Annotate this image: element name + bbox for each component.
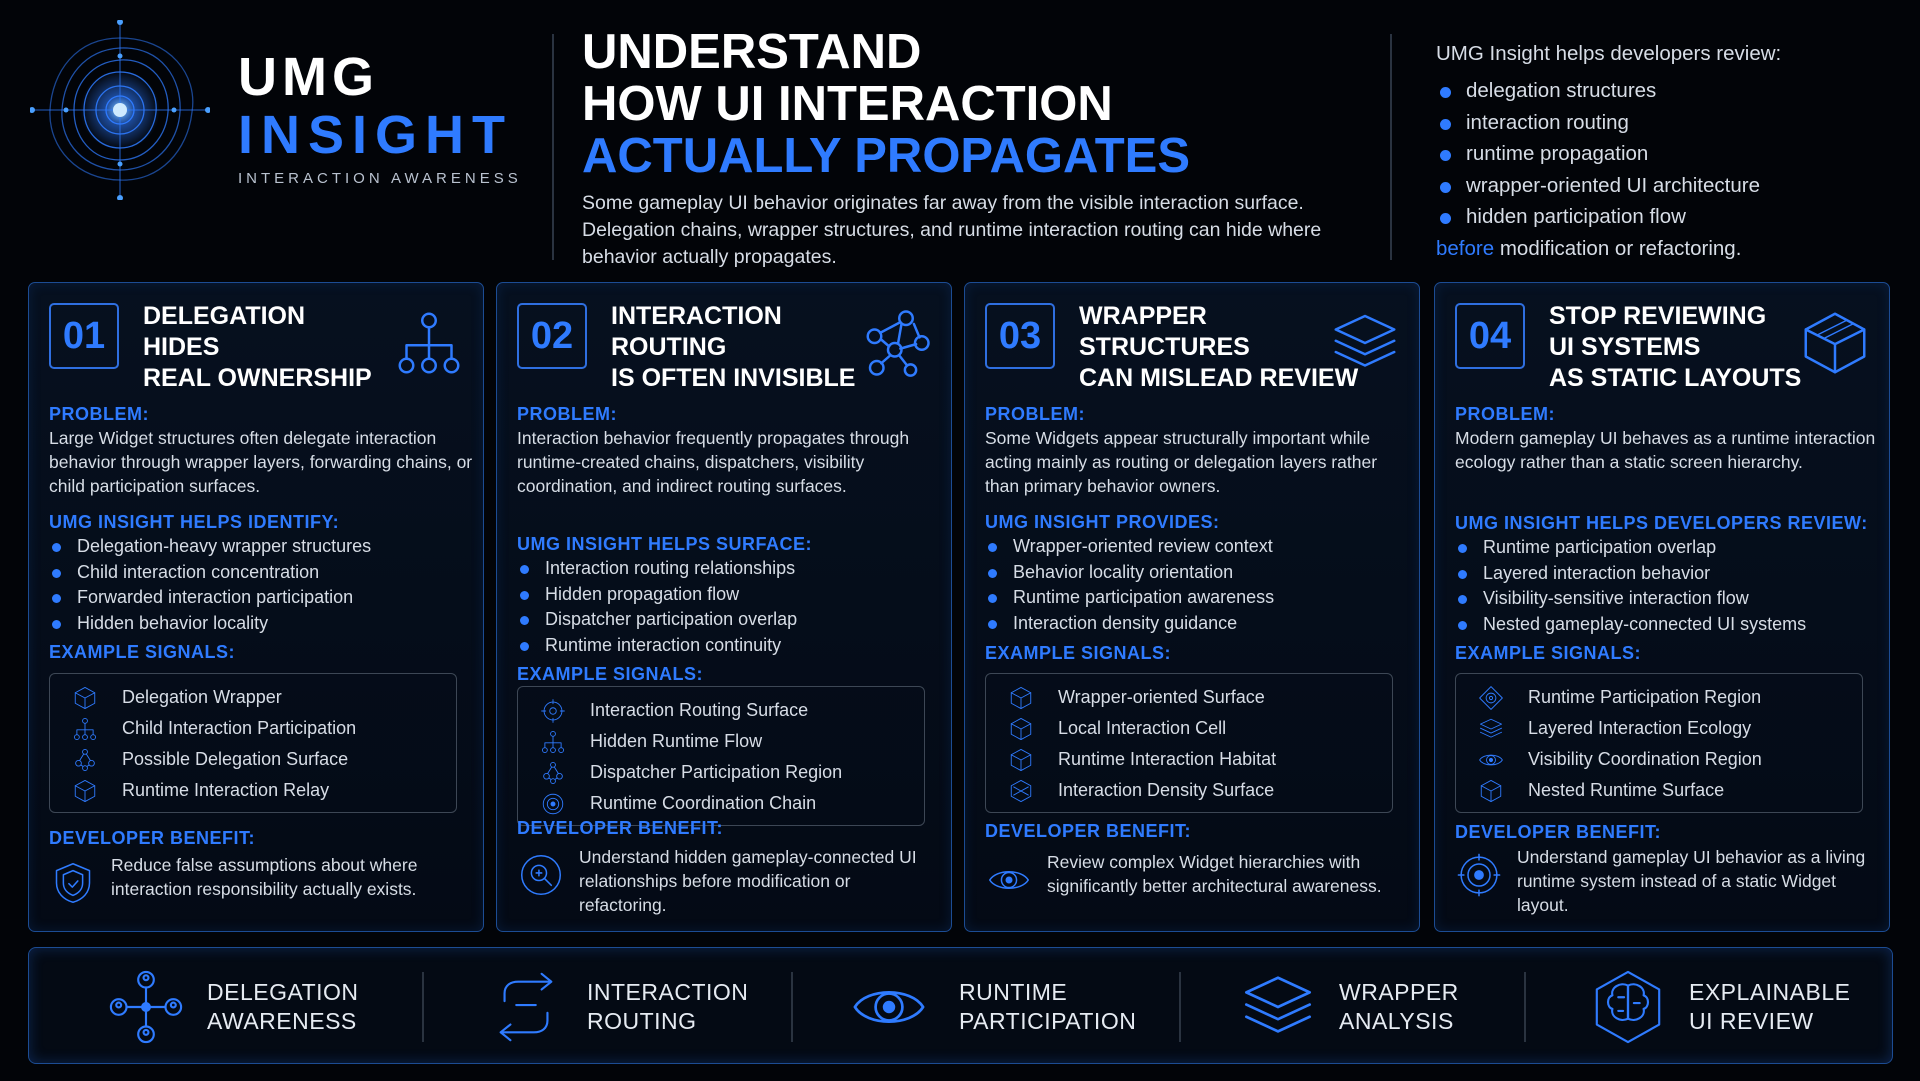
signal-row (1006, 744, 1392, 775)
benefit-section (49, 826, 473, 850)
card-number: 02 (517, 303, 587, 369)
signals-box (1455, 673, 1863, 813)
card-title-line: STRUCTURES (1079, 333, 1250, 361)
brand-tagline: INTERACTION AWARENESS (238, 170, 522, 187)
list-item: Hidden behavior locality (49, 611, 473, 637)
list-item: Visibility-sensitive interaction flow (1455, 586, 1879, 612)
signal-text: Runtime Coordination Chain (590, 793, 817, 813)
list-item: Hidden propagation flow (517, 582, 941, 608)
list-item: wrapper-oriented UI architecture (1436, 170, 1896, 202)
feature-interaction-routing (487, 948, 748, 1065)
info-card-02 (496, 282, 952, 932)
signals-section (1455, 641, 1879, 665)
header-divider (552, 34, 554, 260)
problem-text: Interaction behavior frequently propagates through runtime-created chains, dispatchers, visibility coordination, and indirect routing surfaces. (517, 428, 910, 496)
signal-row (70, 775, 456, 806)
feature-label: UI REVIEW (1689, 1007, 1814, 1034)
card-title-line: INTERACTION (611, 302, 782, 330)
info-card-04 (1434, 282, 1890, 932)
list-item: Child interaction concentration (49, 560, 473, 586)
feature-label: WRAPPER (1339, 978, 1459, 1005)
signal-text: Dispatcher Participation Region (590, 762, 843, 782)
list-item: Wrapper-oriented review context (985, 534, 1409, 560)
card-title-line: HIDES (143, 333, 220, 361)
layers-icon (1329, 307, 1401, 379)
card-title-line: IS OFTEN INVISIBLE (611, 364, 856, 392)
list-item: Dispatcher participation overlap (517, 607, 941, 633)
signal-row (1476, 713, 1862, 744)
problem-text: Large Widget structures often delegate interaction behavior through wrapper layers, forwarding chains, or child participation surfaces. (49, 428, 473, 496)
benefit-section (517, 816, 941, 840)
signal-row (1476, 682, 1862, 713)
box-icon (1799, 307, 1871, 379)
list-item: Behavior locality orientation (985, 560, 1409, 586)
signal-text: Interaction Routing Surface (590, 700, 809, 720)
signals-label: EXAMPLE SIGNALS: (985, 643, 1172, 663)
feature-divider (1179, 972, 1181, 1042)
umg-insight-logo-icon (30, 20, 210, 200)
feature-label: RUNTIME (959, 978, 1068, 1005)
feature-label: EXPLAINABLE (1689, 978, 1851, 1005)
list-item: Interaction density guidance (985, 611, 1409, 637)
signals-section (517, 662, 941, 686)
signals-section (985, 641, 1409, 665)
signals-section (49, 640, 473, 664)
list-item: Delegation-heavy wrapper structures (49, 534, 473, 560)
list-item: runtime propagation (1436, 138, 1896, 170)
problem-text: Modern gameplay UI behaves as a runtime interaction ecology rather than a static screen hierarchy. (1455, 428, 1876, 472)
brain-icon (1589, 968, 1667, 1046)
list-item: delegation structures (1436, 75, 1896, 107)
cross-cube-icon (1006, 778, 1036, 804)
card-number: 04 (1455, 303, 1525, 369)
page-headline (582, 26, 1362, 182)
feature-divider (1524, 972, 1526, 1042)
network-icon (861, 307, 933, 379)
problem-section (985, 402, 1409, 498)
feature-runtime-participation (841, 948, 1136, 1065)
feature-label: PARTICIPATION (959, 1007, 1137, 1034)
feature-divider (422, 972, 424, 1042)
benefit-section (985, 819, 1409, 843)
problem-label: PROBLEM: (985, 404, 1085, 424)
signal-row (70, 713, 456, 744)
signal-text: Delegation Wrapper (122, 687, 282, 707)
info-card-01 (28, 282, 484, 932)
headline-line-1: UNDERSTAND (582, 25, 922, 79)
signal-text: Runtime Interaction Habitat (1058, 749, 1277, 769)
intro-paragraph: Some gameplay UI behavior originates far away from the visible interaction surface. Delegation chains, wrapper structures, and runtime interaction routing can hide where behavior actually propagates. (582, 192, 1322, 268)
signal-text: Layered Interaction Ecology (1528, 718, 1752, 738)
signal-row (538, 726, 924, 757)
signal-text: Visibility Coordination Region (1528, 749, 1762, 769)
list-item: Layered interaction behavior (1455, 561, 1879, 587)
signal-text: Possible Delegation Surface (122, 749, 349, 769)
signals-label: EXAMPLE SIGNALS: (1455, 643, 1642, 663)
feature-label: ANALYSIS (1339, 1007, 1454, 1034)
eye-icon (1476, 747, 1506, 773)
hierarchy-icon (538, 729, 568, 755)
cube-icon (70, 778, 100, 804)
cube-icon (1476, 778, 1506, 804)
signal-text: Child Interaction Participation (122, 718, 357, 738)
benefit-text: Reduce false assumptions about where interaction responsibility actually exists. (111, 855, 418, 899)
feature-divider (791, 972, 793, 1042)
signal-row (70, 744, 456, 775)
benefit-text: Understand gameplay UI behavior as a living runtime system instead of a static Widget layout. (1517, 847, 1866, 915)
hierarchy-icon (393, 307, 465, 379)
list-item: Interaction routing relationships (517, 556, 941, 582)
helps-list (517, 556, 941, 658)
layers-icon (1476, 716, 1506, 742)
problem-text: Some Widgets appear structurally important while acting mainly as routing or delegation layers rather than primary behavior owners. (985, 428, 1378, 496)
feature-label: AWARENESS (207, 1007, 357, 1034)
helps-list (985, 534, 1409, 636)
helps-label: UMG INSIGHT HELPS IDENTIFY: (49, 512, 340, 532)
signals-box (49, 673, 457, 813)
signals-label: EXAMPLE SIGNALS: (517, 664, 704, 684)
card-number: 01 (49, 303, 119, 369)
card-title-line: AS STATIC LAYOUTS (1549, 364, 1802, 392)
problem-label: PROBLEM: (517, 404, 617, 424)
helps-section (517, 532, 941, 658)
problem-label: PROBLEM: (1455, 404, 1555, 424)
feature-label: ROUTING (587, 1007, 697, 1034)
helps-list (49, 534, 473, 636)
problem-label: PROBLEM: (49, 404, 149, 424)
problem-section (49, 402, 473, 498)
benefit-label: DEVELOPER BENEFIT: (517, 818, 724, 838)
problem-section (517, 402, 941, 498)
signal-text: Nested Runtime Surface (1528, 780, 1725, 800)
signal-row (1006, 682, 1392, 713)
headline-line-3: ACTUALLY PROPAGATES (582, 129, 1191, 183)
helps-section (49, 510, 473, 636)
signal-row (1476, 775, 1862, 806)
signal-row (538, 757, 924, 788)
eye-icon (841, 968, 937, 1046)
feature-label: DELEGATION (207, 978, 359, 1005)
card-number: 03 (985, 303, 1055, 369)
benefit-section (1455, 820, 1879, 844)
radar-icon (1457, 853, 1501, 897)
signal-row (1006, 713, 1392, 744)
diamond-icon (1476, 685, 1506, 711)
list-item: Runtime participation overlap (1455, 535, 1879, 561)
card-title (143, 301, 423, 394)
routing-arrows-icon (487, 968, 565, 1046)
card-title-line: DELEGATION (143, 302, 306, 330)
cube-icon (1006, 716, 1036, 742)
cube-icon (1006, 685, 1036, 711)
cube-icon (70, 685, 100, 711)
card-title (1079, 301, 1359, 394)
card-title-line: UI SYSTEMS (1549, 333, 1701, 361)
brand-name-umg: UMG (238, 47, 379, 107)
card-title-line: ROUTING (611, 333, 727, 361)
card-title (1549, 301, 1829, 394)
problem-section (1455, 402, 1879, 474)
list-item: hidden participation flow (1436, 201, 1896, 233)
signal-row (538, 695, 924, 726)
signal-row (1006, 775, 1392, 806)
signal-text: Hidden Runtime Flow (590, 731, 763, 751)
feature-delegation-awareness (107, 948, 359, 1065)
cluster-icon (538, 760, 568, 786)
feature-wrapper-analysis (1239, 948, 1459, 1065)
signal-text: Wrapper-oriented Surface (1058, 687, 1265, 707)
hierarchy-icon (70, 716, 100, 742)
target-icon (538, 698, 568, 724)
signals-box (985, 673, 1393, 813)
card-title (611, 301, 891, 394)
eye-icon (987, 858, 1031, 902)
cube-icon (1006, 747, 1036, 773)
signals-box (517, 686, 925, 826)
signal-row (1476, 744, 1862, 775)
card-title-line: CAN MISLEAD REVIEW (1079, 364, 1359, 392)
review-summary-list (1436, 75, 1896, 233)
helps-section (1455, 511, 1879, 637)
signal-text: Interaction Density Surface (1058, 780, 1275, 800)
review-summary-title: UMG Insight helps developers review: (1436, 42, 1782, 65)
shield-icon (51, 861, 95, 905)
feature-bar (28, 947, 1893, 1064)
layers-icon (1239, 968, 1317, 1046)
brand-name-insight: INSIGHT (238, 105, 514, 165)
list-item: Forwarded interaction participation (49, 585, 473, 611)
list-item: Runtime interaction continuity (517, 633, 941, 659)
helps-section (985, 510, 1409, 636)
feature-explainable-ui-review (1589, 948, 1850, 1065)
benefit-label: DEVELOPER BENEFIT: (1455, 822, 1662, 842)
helps-label: UMG INSIGHT PROVIDES: (985, 512, 1220, 532)
brand-block (238, 48, 522, 187)
signal-text: Runtime Participation Region (1528, 687, 1762, 707)
benefit-text: Review complex Widget hierarchies with significantly better architectural awareness. (1047, 852, 1382, 896)
benefit-label: DEVELOPER BENEFIT: (49, 828, 256, 848)
card-title-line: REAL OWNERSHIP (143, 364, 372, 392)
card-title-line: STOP REVIEWING (1549, 302, 1767, 330)
card-title-line: WRAPPER (1079, 302, 1207, 330)
helps-list (1455, 535, 1879, 637)
feature-label: INTERACTION (587, 978, 749, 1005)
list-item: Runtime participation awareness (985, 585, 1409, 611)
signal-row (70, 682, 456, 713)
signal-text: Local Interaction Cell (1058, 718, 1227, 738)
people-network-icon (107, 968, 185, 1046)
list-item: Nested gameplay-connected UI systems (1455, 612, 1879, 638)
cluster-icon (70, 747, 100, 773)
info-card-03 (964, 282, 1420, 932)
signal-row (538, 788, 924, 819)
benefit-label: DEVELOPER BENEFIT: (985, 821, 1192, 841)
review-summary-footer (1436, 237, 1896, 261)
header-divider-right (1390, 34, 1392, 260)
benefit-text: Understand hidden gameplay-connected UI relationships before modification or refactoring. (579, 847, 917, 915)
helps-label: UMG INSIGHT HELPS DEVELOPERS REVIEW: (1455, 513, 1868, 533)
signal-text: Runtime Interaction Relay (122, 780, 330, 800)
ring-icon (538, 791, 568, 817)
review-summary-footer-text: modification or refactoring. (1494, 236, 1742, 260)
headline-line-2: HOW UI INTERACTION (582, 77, 1113, 131)
magnifier-icon (519, 853, 563, 897)
signals-label: EXAMPLE SIGNALS: (49, 642, 236, 662)
list-item: interaction routing (1436, 107, 1896, 139)
helps-label: UMG INSIGHT HELPS SURFACE: (517, 534, 813, 554)
review-summary (1436, 42, 1896, 261)
review-summary-footer-highlight: before (1436, 236, 1495, 260)
